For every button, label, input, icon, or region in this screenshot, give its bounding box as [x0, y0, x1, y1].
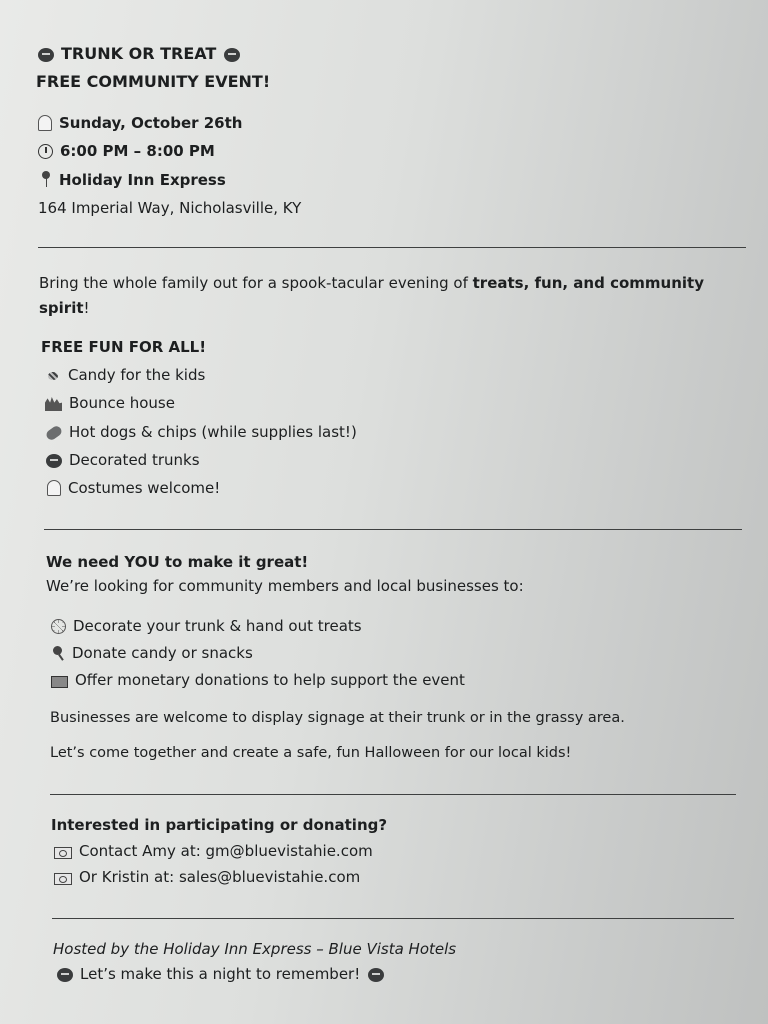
event-time: 6:00 PM – 8:00 PM [60, 142, 215, 160]
pumpkin-icon [38, 48, 54, 62]
event-venue-line [40, 170, 226, 190]
castle-icon [45, 397, 62, 411]
contact-kristin: Or Kristin at: sales@bluevistahie.com [79, 868, 361, 886]
mail-icon [54, 873, 72, 885]
fun-list-item [47, 478, 220, 498]
divider [50, 794, 736, 795]
map-pin-icon [40, 171, 52, 188]
fun-list-item [46, 422, 357, 442]
money-icon [51, 676, 68, 688]
event-title-line [38, 44, 247, 64]
need-note-1: Businesses are welcome to display signage at their trunk or in the grassy area. [50, 710, 625, 726]
event-time-line [38, 141, 215, 161]
fun-list-item [46, 450, 200, 470]
closing-line [57, 964, 391, 984]
pumpkin-icon [368, 968, 384, 982]
need-subheading: We’re looking for community members and local businesses to: [46, 577, 524, 595]
divider [52, 918, 734, 919]
contact-line [54, 867, 360, 887]
fun-item-label: Bounce house [69, 394, 175, 412]
lollipop-icon [51, 645, 65, 661]
pumpkin-icon [224, 48, 240, 62]
pumpkin-icon [57, 968, 73, 982]
spider-web-icon [51, 619, 66, 634]
intro-line-2 [39, 298, 90, 318]
need-item-label: Offer monetary donations to help support the event [75, 671, 465, 689]
intro-text-end: ! [83, 299, 90, 317]
fun-item-label: Hot dogs & chips (while supplies last!) [69, 423, 357, 441]
intro-text-bold-1: treats, fun, and community [472, 274, 704, 292]
intro-line-1 [39, 273, 704, 293]
need-heading: We need YOU to make it great! [46, 553, 309, 571]
contact-amy: Contact Amy at: gm@bluevistahie.com [79, 842, 373, 860]
fun-item-label: Decorated trunks [69, 451, 200, 469]
event-subtitle: FREE COMMUNITY EVENT! [36, 72, 271, 91]
intro-text-bold-2: spirit [39, 299, 84, 317]
need-list-item [51, 670, 465, 690]
need-note-2: Let’s come together and create a safe, fun Halloween for our local kids! [50, 745, 572, 761]
divider [38, 247, 746, 248]
need-list-item [51, 643, 253, 663]
clock-icon [38, 144, 53, 159]
hosted-by: Hosted by the Holiday Inn Express – Blue Vista Hotels [53, 940, 457, 958]
need-item-label: Decorate your trunk & hand out treats [73, 617, 362, 635]
hotdog-icon [45, 424, 64, 441]
closing-text: Let’s make this a night to remember! [80, 965, 361, 983]
event-address: 164 Imperial Way, Nicholasville, KY [38, 199, 302, 217]
ghost-icon [47, 480, 61, 496]
divider [44, 529, 742, 530]
fun-item-label: Costumes welcome! [68, 479, 221, 497]
candy-icon [45, 369, 61, 383]
event-date: Sunday, October 26th [59, 114, 243, 132]
pumpkin-icon [46, 454, 62, 468]
fun-heading: FREE FUN FOR ALL! [41, 338, 207, 356]
event-date-line [38, 113, 242, 133]
intro-text-start: Bring the whole family out for a spook-tacular evening of [39, 274, 473, 292]
contact-heading: Interested in participating or donating? [51, 816, 388, 834]
event-venue: Holiday Inn Express [59, 171, 226, 189]
fun-list-item [45, 365, 205, 385]
event-title: TRUNK OR TREAT [61, 44, 217, 63]
contact-line [54, 841, 373, 861]
mail-icon [54, 847, 72, 859]
need-item-label: Donate candy or snacks [72, 644, 253, 662]
fun-item-label: Candy for the kids [68, 366, 206, 384]
need-list-item [51, 616, 362, 636]
ghost-icon [38, 115, 52, 131]
fun-list-item [45, 393, 175, 413]
